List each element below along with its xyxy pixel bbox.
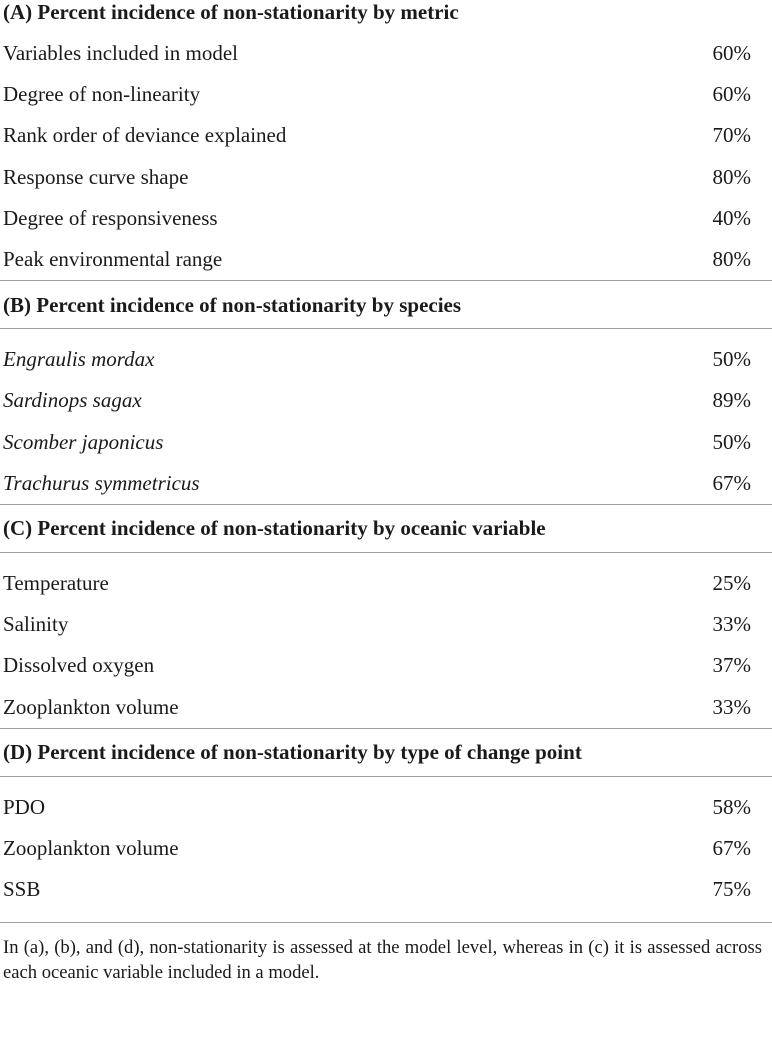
section-c-header <box>0 505 772 552</box>
table-row <box>0 787 772 828</box>
table-row <box>0 239 772 280</box>
section-b <box>0 281 772 504</box>
row-value: 60% <box>712 82 751 107</box>
row-label: Zooplankton volume <box>3 835 179 860</box>
row-label: Scomber japonicus <box>3 429 164 454</box>
row-value: 40% <box>712 205 751 230</box>
row-label: Response curve shape <box>3 164 189 189</box>
row-value: 58% <box>712 794 751 819</box>
row-value: 33% <box>712 612 751 637</box>
row-label: Dissolved oxygen <box>3 653 155 678</box>
row-label: Temperature <box>3 570 109 595</box>
row-value: 89% <box>712 388 751 413</box>
row-label: Peak environmental range <box>3 247 223 272</box>
row-value: 75% <box>712 877 751 902</box>
table-row <box>0 686 772 727</box>
section-d-title: (D) Percent incidence of non-stationarity by type of change point <box>3 740 582 765</box>
row-value: 80% <box>712 247 751 272</box>
section-b-header <box>0 281 772 328</box>
table-row <box>0 33 772 74</box>
row-label: SSB <box>3 877 41 902</box>
row-label: Degree of non-linearity <box>3 82 201 107</box>
row-label: Zooplankton volume <box>3 694 179 719</box>
row-value: 25% <box>712 570 751 595</box>
row-value: 50% <box>712 429 751 454</box>
section-c-title: (C) Percent incidence of non-stationarity by oceanic variable <box>3 516 546 541</box>
row-label: Sardinops sagax <box>3 388 142 413</box>
section-c-rows <box>0 553 772 728</box>
table-row <box>0 422 772 463</box>
row-value: 67% <box>712 470 751 495</box>
row-label: Variables included in model <box>3 41 239 66</box>
table-footnote: In (a), (b), and (d), non-stationarity is assessed at the model level, whereas in (c) it is assessed across each oceanic variable included in a model. <box>3 937 762 984</box>
section-d-rows <box>0 777 772 911</box>
table-row <box>0 869 772 910</box>
table-row <box>0 828 772 869</box>
table-row <box>0 157 772 198</box>
row-value: 80% <box>712 164 751 189</box>
row-value: 50% <box>712 347 751 372</box>
table-row <box>0 115 772 156</box>
row-label: Engraulis mordax <box>3 347 155 372</box>
table-row <box>0 563 772 604</box>
row-value: 60% <box>712 41 751 66</box>
table-row <box>0 339 772 380</box>
row-label: Rank order of deviance explained <box>3 123 287 148</box>
row-value: 33% <box>712 694 751 719</box>
table-row <box>0 198 772 239</box>
table-row <box>0 463 772 504</box>
section-a-title: (A) Percent incidence of non-stationarity by metric <box>3 0 459 24</box>
row-label: PDO <box>3 794 46 819</box>
section-a-rows <box>0 24 772 280</box>
row-value: 70% <box>712 123 751 148</box>
section-b-rows <box>0 329 772 504</box>
section-b-title: (B) Percent incidence of non-stationarity by species <box>3 292 462 317</box>
section-d <box>0 729 772 911</box>
section-c <box>0 505 772 728</box>
table-row <box>0 74 772 115</box>
row-label: Salinity <box>3 612 69 637</box>
row-value: 37% <box>712 653 751 678</box>
row-value: 67% <box>712 835 751 860</box>
row-label: Trachurus symmetricus <box>3 470 200 495</box>
section-a <box>0 0 772 280</box>
table-row <box>0 645 772 686</box>
section-d-header <box>0 729 772 776</box>
table-row <box>0 380 772 421</box>
row-label: Degree of responsiveness <box>3 205 218 230</box>
table-row <box>0 604 772 645</box>
